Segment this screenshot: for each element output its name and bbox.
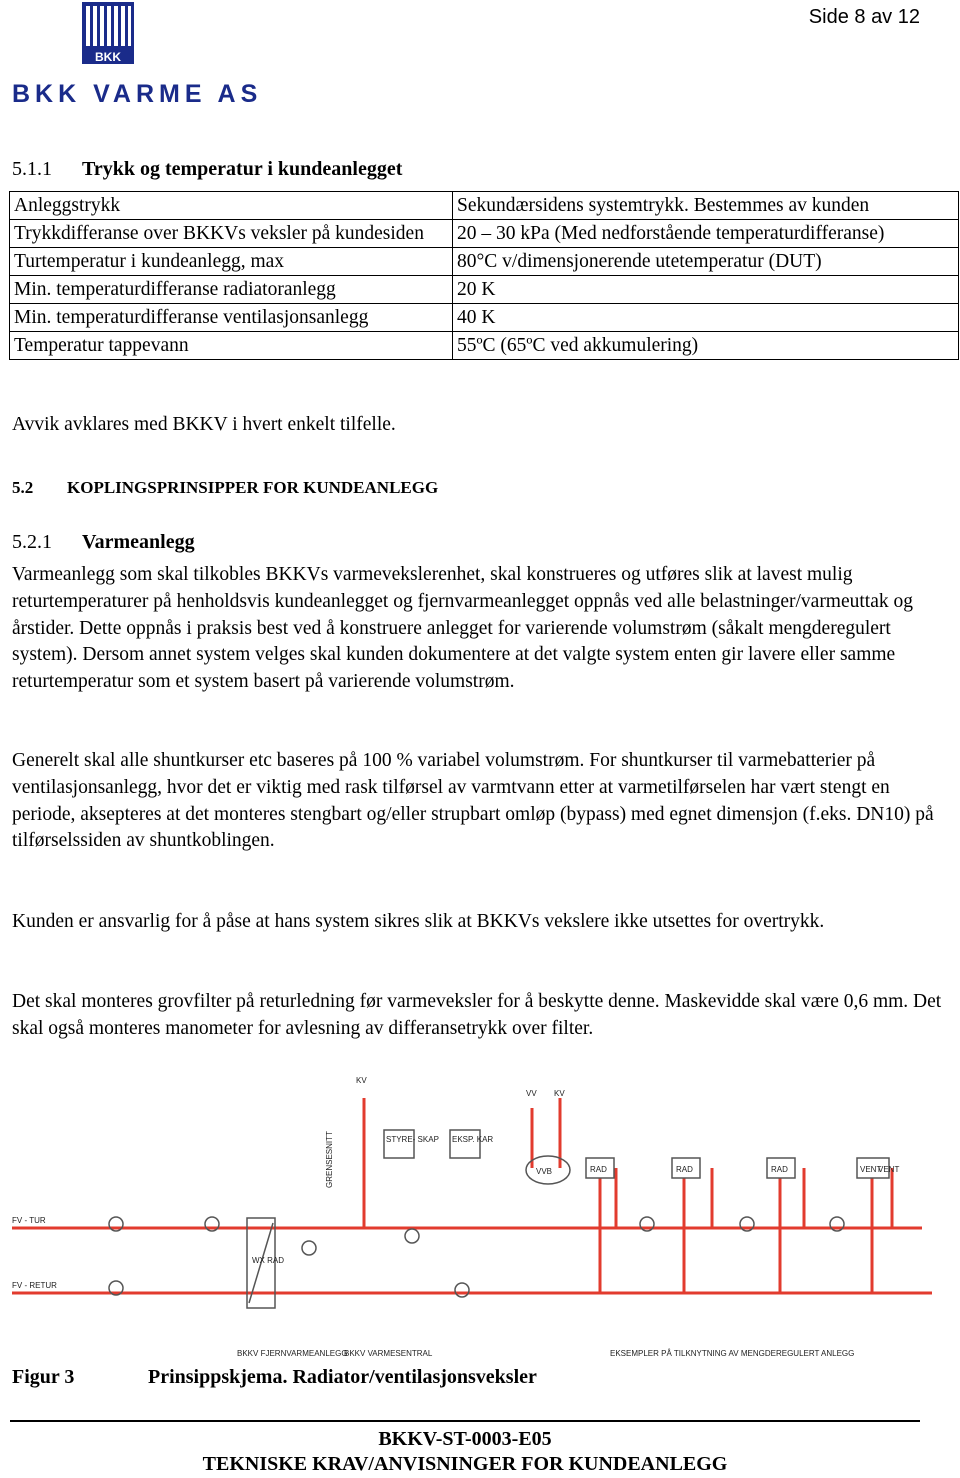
table-row	[10, 192, 959, 220]
table-row	[10, 332, 959, 360]
table-row	[10, 248, 959, 276]
figure-label: Figur 3	[12, 1366, 75, 1388]
label-wx-rad: WX RAD	[252, 1256, 284, 1265]
label-vent-1: VENT	[860, 1165, 882, 1174]
page-number: Side 8 av 12	[808, 6, 920, 28]
label-vvb: VVB	[536, 1167, 553, 1176]
table-row	[10, 220, 959, 248]
table-cell-label: Turtemperatur i kundeanlegg, max	[10, 248, 453, 276]
table-cell-value: 20 K	[453, 276, 959, 304]
label-styreskap: STYRE- SKAP	[386, 1135, 439, 1144]
table-cell-value: 55ºC (65ºC ved akkumulering)	[453, 332, 959, 360]
table-row	[10, 304, 959, 332]
logo-text: BKK	[95, 50, 121, 64]
section-heading-5-2-1	[12, 531, 195, 554]
requirements-table	[9, 191, 959, 360]
label-fv-retur: FV - RETUR	[12, 1281, 57, 1290]
table-cell-label: Trykkdifferanse over BKKVs veksler på kundesiden	[10, 220, 453, 248]
paragraph: Varmeanlegg som skal tilkobles BKKVs varmevekslerenhet, skal konstrueres og utføres slik at lavest mulig returtemperaturer på henholdsvis kundeanlegget og fjernvarmeanlegget oppnås ved alle belastninger/varmeuttak og årstider. Dette oppnås i praksis best ved å konstruere anlegget for varierende volumstrøm (såkalt mengderegulert system). Dersom annet system velges skal kunden dokumentere at det valgte system enten gir lavere eller samme returtemperatur som et system basert på varierende volumstrøm.	[12, 564, 913, 693]
label-eksempler: EKSEMPLER PÅ TILKNYTNING AV MENGDEREGULERT ANLEGG	[610, 1349, 855, 1358]
section-number: 5.1.1	[12, 158, 52, 180]
table-cell-label: Min. temperaturdifferanse radiatoranlegg	[10, 276, 453, 304]
table-cell-label: Min. temperaturdifferanse ventilasjonsanlegg	[10, 304, 453, 332]
label-bkkv-fjernvarmeanlegg: BKKV FJERNVARMEANLEGG	[237, 1349, 348, 1358]
table-cell-value: 20 – 30 kPa (Med nedforstående temperaturdifferanse)	[453, 220, 959, 248]
table-row	[10, 276, 959, 304]
label-rad-2: RAD	[676, 1165, 693, 1174]
paragraph: Kunden er ansvarlig for å påse at hans system sikres slik at BKKVs vekslere ikke utsettes for overtrykk.	[12, 911, 825, 932]
section-number: 5.2.1	[12, 531, 52, 553]
paragraph: Det skal monteres grovfilter på returledning før varmeveksler for å beskytte denne. Maskevidde skal være 0,6 mm. Det skal også monteres manometer for avlesning av differansetrykk over filter.	[12, 991, 942, 1039]
label-ekspkar: EKSP. KAR	[452, 1135, 494, 1144]
label-vent-2: VENT	[878, 1165, 900, 1174]
section-heading-5-2	[12, 478, 438, 498]
equipment-outlines	[109, 1130, 889, 1308]
supply-pipes	[12, 1098, 932, 1293]
company-name: BKK VARME AS	[12, 80, 263, 108]
label-grensesnitt: GRENSESNITT	[325, 1131, 334, 1188]
principle-schematic-diagram	[12, 1068, 942, 1362]
label-vv: VV	[526, 1089, 537, 1098]
paragraph: Generelt skal alle shuntkurser etc baseres på 100 % variabel volumstrøm. For shuntkurser til varmebatterier på ventilasjonsanlegg, hvor det er viktig med rask tilførsel av varmtvann etter at varmetilførselen har vært stengt en periode, aksepteres at det monteres stengbart og/eller strupbart omløp (bypass) med egnet dimensjon (f.eks. DN10) på tilførselssiden av shuntkoblingen.	[12, 750, 934, 852]
label-rad-1: RAD	[590, 1165, 607, 1174]
table-cell-value: 80°C v/dimensjonerende utetemperatur (DUT)	[453, 248, 959, 276]
table-cell-value: Sekundærsidens systemtrykk. Bestemmes av kunden	[453, 192, 959, 220]
section-heading-5-1-1	[12, 158, 402, 181]
label-kv-2: KV	[554, 1089, 565, 1098]
section-title: KOPLINGSPRINSIPPER FOR KUNDEANLEGG	[67, 478, 439, 497]
table-cell-label: Anleggstrykk	[10, 192, 453, 220]
footer-doc-id: BKKV-ST-0003-E05	[378, 1428, 552, 1450]
table-cell-value: 40 K	[453, 304, 959, 332]
section-title: Trykk og temperatur i kundeanlegget	[82, 158, 403, 180]
footer-title: TEKNISKE KRAV/ANVISNINGER FOR KUNDEANLEGG	[202, 1453, 728, 1475]
label-fv-tur: FV - TUR	[12, 1216, 46, 1225]
label-bkkv-varmesentral: BKKV VARMESENTRAL	[344, 1349, 433, 1358]
table-cell-label: Temperatur tappevann	[10, 332, 453, 360]
label-kv: KV	[356, 1076, 367, 1085]
section-title: Varmeanlegg	[82, 531, 195, 553]
section-number: 5.2	[12, 478, 34, 497]
deviation-note: Avvik avklares med BKKV i hvert enkelt tilfelle.	[12, 414, 396, 435]
label-rad-3: RAD	[771, 1165, 788, 1174]
figure-caption: Prinsippskjema. Radiator/ventilasjonsveksler	[148, 1366, 537, 1388]
footer-divider	[10, 1420, 920, 1422]
